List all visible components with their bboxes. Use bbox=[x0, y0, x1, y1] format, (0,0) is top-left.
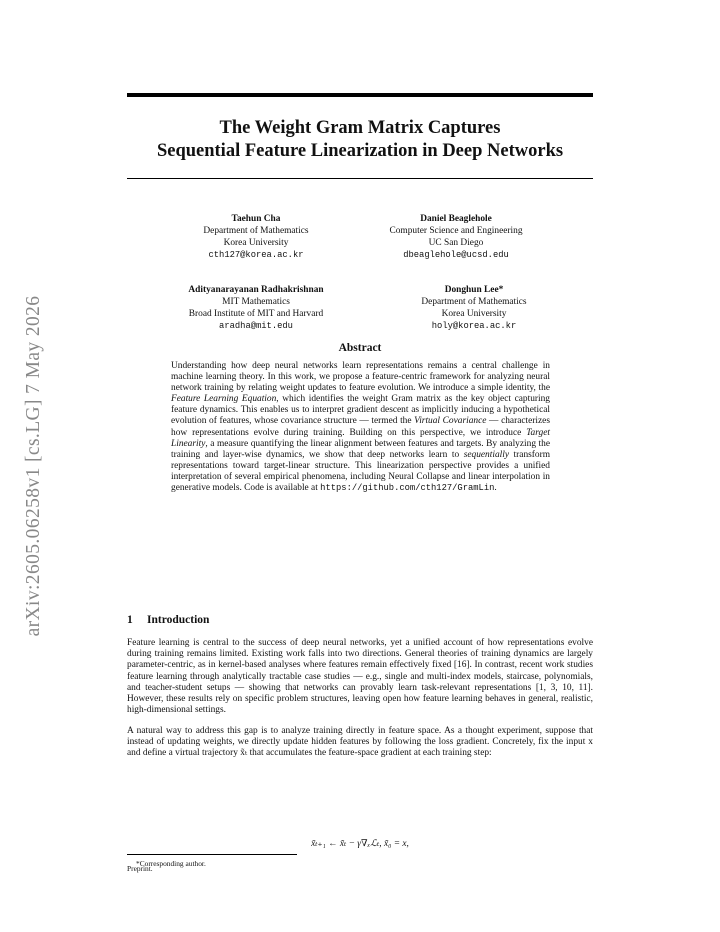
author-affiliation: UC San Diego bbox=[428, 238, 484, 248]
author-email[interactable]: cth127@korea.ac.kr bbox=[208, 250, 304, 260]
author-block-4 bbox=[364, 284, 584, 332]
title-line-2: Sequential Feature Linearization in Deep Networks bbox=[156, 141, 564, 161]
author-name: Adityanarayanan Radhakrishnan bbox=[188, 285, 324, 295]
author-email[interactable]: aradha@mit.edu bbox=[219, 321, 293, 331]
abstract-emphasis: Feature Learning Equation bbox=[171, 394, 277, 405]
abstract-body bbox=[171, 361, 550, 494]
preprint-label: Preprint. bbox=[127, 864, 153, 873]
author-affiliation: Korea University bbox=[441, 309, 507, 319]
author-block-3 bbox=[146, 284, 366, 332]
abstract-heading: Abstract bbox=[338, 342, 382, 354]
section-heading bbox=[127, 614, 209, 626]
paper-title bbox=[127, 117, 593, 163]
section-number: 1 bbox=[127, 614, 133, 626]
abstract-text: , which identifies the weight Gram matrix as the key object capturing feature dynamics. This enables us to interpret gradient descent as implicitly inducing a hypothetical evolution of features, whose covariance structure — termed the bbox=[171, 394, 550, 427]
author-affiliation: Computer Science and Engineering bbox=[389, 226, 523, 236]
footnote-rule bbox=[127, 854, 297, 855]
title-bottom-rule bbox=[127, 178, 593, 179]
author-affiliation: Department of Mathematics bbox=[203, 226, 309, 236]
author-email[interactable]: holy@korea.ac.kr bbox=[431, 321, 517, 331]
author-name: Daniel Beaglehole bbox=[420, 214, 492, 224]
code-repo-link[interactable]: https://github.com/cth127/GramLin bbox=[320, 483, 495, 494]
abstract-text: Understanding how deep neural networks learn representations remains a central challenge in machine learning theory. In this work, we propose a feature-centric framework for analyzing neural network training by relating weight updates to feature evolution. We introduce a simple identity, the bbox=[171, 361, 550, 394]
author-name: Taehun Cha bbox=[231, 214, 281, 224]
author-affiliation: MIT Mathematics bbox=[222, 297, 290, 307]
author-email[interactable]: dbeaglehole@ucsd.edu bbox=[403, 250, 509, 260]
title-top-rule bbox=[127, 93, 593, 97]
abstract-emphasis: sequentially bbox=[463, 449, 510, 460]
section-title: Introduction bbox=[147, 614, 210, 626]
footnote: *Corresponding author. bbox=[136, 859, 206, 868]
author-name: Donghun Lee* bbox=[444, 285, 504, 295]
author-affiliation: Korea University bbox=[223, 238, 289, 248]
intro-paragraph-2: A natural way to address this gap is to analyze training directly in feature space. As a thought experiment, suppose that instead of updating weights, we directly update hidden features by following the loss gradient. Concretely, fix the input x and define a virtual trajectory x̃ₜ that accumulates the feature-space gradient at each training step: bbox=[127, 726, 593, 759]
update-equation: x̃ₜ₊₁ ← x̃ₜ − γ∇ₓℒₜ, x̃₀ = x, bbox=[311, 839, 409, 849]
abstract-emphasis: Virtual Covariance bbox=[414, 416, 487, 427]
intro-paragraph-1: Feature learning is central to the success of deep neural networks, yet a unified account of how representations evolve during training remains limited. Existing work falls into two directions. General theories of training dynamics are largely parameter-centric, as in kernel-based analyses where features remain effectively fixed [16]. In contrast, recent work studies feature learning through analytically tractable case studies — e.g., single and multi-index models, staircase, polynomials, and teacher-student setups — showing that networks can provably learn task-relevant representations [1, 3, 10, 11]. However, these results rely on specific problem structures, leaving open how feature learning behaves in general, realistic, high-dimensional settings. bbox=[127, 638, 593, 716]
abstract-text: — characterizes how representations evolve during training. Building on this perspective, we introduce bbox=[171, 416, 550, 438]
title-line-1: The Weight Gram Matrix Captures bbox=[219, 118, 501, 138]
arxiv-identifier[interactable]: arXiv:2605.06258v1 [cs.LG] 7 May 2026 bbox=[23, 295, 44, 637]
author-block-1 bbox=[146, 213, 366, 261]
author-affiliation: Broad Institute of MIT and Harvard bbox=[188, 309, 324, 319]
abstract-text: transform representations toward target-linear structure. This linearization perspective provides a unified interpretation of several empirical phenomena, including Neural Collapse and linear interpolation in generative models. Code is available at bbox=[171, 449, 551, 494]
abstract-text: , a measure quantifying the linear alignment between features and targets. By analyzing the training and layer-wise dynamics, we show that deep networks learn to bbox=[171, 438, 550, 460]
author-block-2 bbox=[346, 213, 566, 261]
author-affiliation: Department of Mathematics bbox=[421, 297, 527, 307]
abstract-emphasis: Target Linearity bbox=[171, 427, 550, 449]
abstract-text: . bbox=[494, 483, 497, 494]
